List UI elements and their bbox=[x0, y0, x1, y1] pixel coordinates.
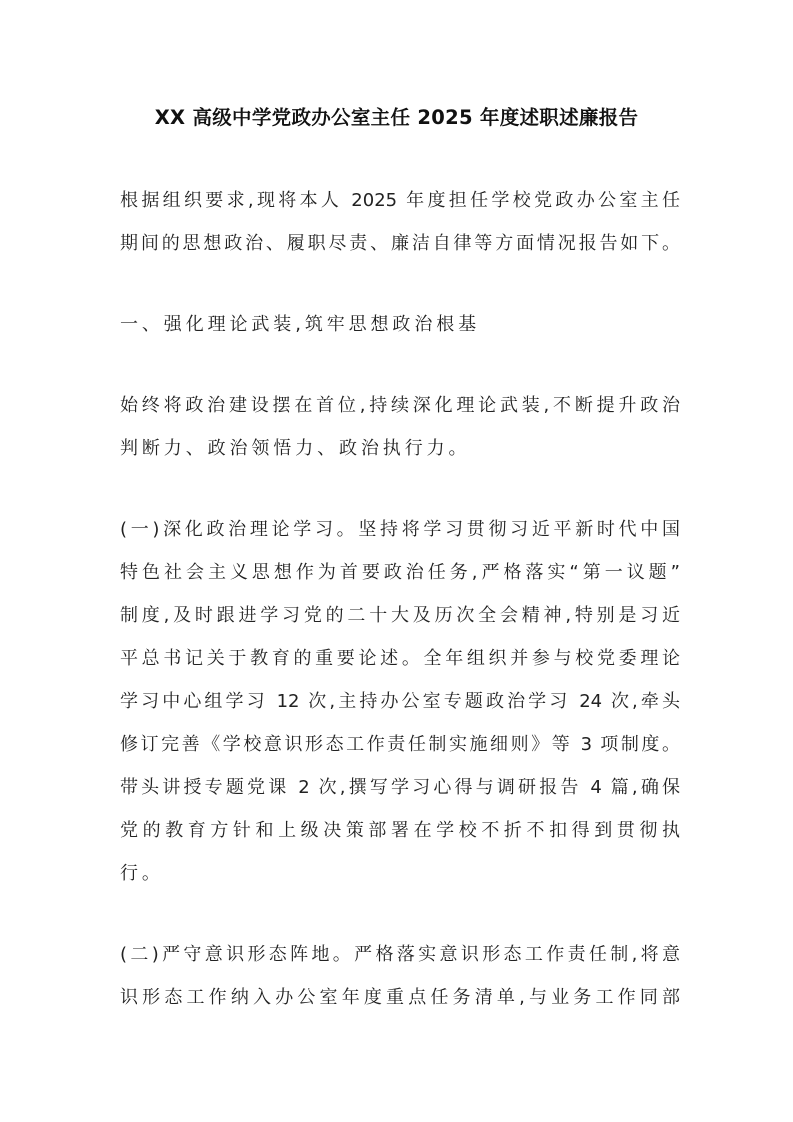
paragraph-line: 党的教育方针和上级决策部署在学校不折不扣得到贯彻执 bbox=[120, 820, 680, 841]
paragraph-line: 判断力、政治领悟力、政治执行力。 bbox=[120, 438, 471, 459]
paragraph-line: 行。 bbox=[120, 863, 164, 884]
paragraph-line: 制度,及时跟进学习党的二十大及历次全会精神,特别是习近 bbox=[120, 605, 680, 626]
paragraph-line: 平总书记关于教育的重要论述。全年组织并参与校党委理论 bbox=[120, 648, 680, 669]
paragraph-line: 带头讲授专题党课 2 次,撰写学习心得与调研报告 4 篇,确保 bbox=[120, 777, 680, 798]
document-title: XX 高级中学党政办公室主任 2025 年度述职述廉报告 bbox=[154, 106, 639, 129]
section-heading: 一、强化理论武装,筑牢思想政治根基 bbox=[120, 314, 481, 335]
paragraph-line: 学习中心组学习 12 次,主持办公室专题政治学习 24 次,牵头 bbox=[120, 691, 680, 712]
paragraph-line: (一)深化政治理论学习。坚持将学习贯彻习近平新时代中国 bbox=[120, 519, 680, 540]
paragraph-line: 特色社会主义思想作为首要政治任务,严格落实“第一议题” bbox=[120, 562, 680, 583]
paragraph-line: 识形态工作纳入办公室年度重点任务清单,与业务工作同部 bbox=[120, 987, 680, 1008]
paragraph-line: 根据组织要求,现将本人 2025 年度担任学校党政办公室主任 bbox=[120, 190, 680, 211]
paragraph-line: 始终将政治建设摆在首位,持续深化理论武装,不断提升政治 bbox=[120, 395, 680, 416]
paragraph-line: 修订完善《学校意识形态工作责任制实施细则》等 3 项制度。 bbox=[120, 734, 680, 755]
paragraph-line: (二)严守意识形态阵地。严格落实意识形态工作责任制,将意 bbox=[120, 944, 680, 965]
paragraph-line: 期间的思想政治、履职尽责、廉洁自律等方面情况报告如下。 bbox=[120, 233, 680, 254]
